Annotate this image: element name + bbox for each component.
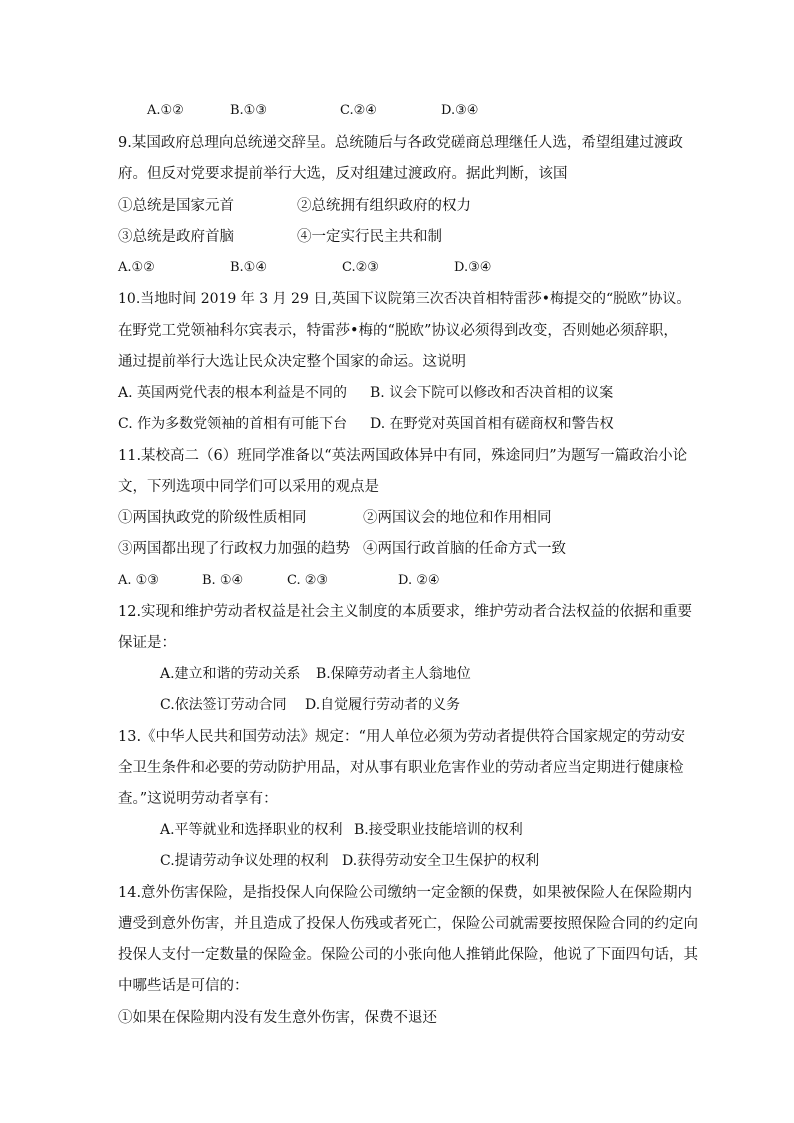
q14-item-1: ①如果在保险期内没有发生意外伤害，保费不退还: [118, 1010, 437, 1026]
q9-item-1: ①总统是国家元首: [118, 198, 234, 214]
q11-item-3: ③两国都出现了行政权力加强的趋势: [118, 541, 350, 557]
q11-stem-line-2: 文，下列选项中同学们可以采用的观点是: [118, 479, 379, 495]
q11-item-1: ①两国执政党的阶级性质相同: [118, 510, 307, 526]
q12-option-b: B.保障劳动者主人翁地位: [316, 666, 471, 682]
q8-option-b: B.①③: [230, 103, 267, 118]
q10-stem-line-1: 10.当地时间 2019 年 3 月 29 日,英国下议院第三次否决首相特雷莎•梅提交的“脱欧”协议。: [118, 291, 691, 307]
q10-option-b: B. 议会下院可以修改和否决首相的议案: [370, 385, 614, 401]
q12-option-c: C.依法签订劳动合同: [160, 697, 287, 713]
q11-option-a: A. ①③: [118, 573, 159, 588]
q10-option-c: C. 作为多数党领袖的首相有可能下台: [118, 416, 348, 432]
q13-stem-line-3: 查。”这说明劳动者享有：: [118, 791, 278, 807]
q9-option-d: D.③④: [454, 260, 492, 275]
q11-option-d: D. ②④: [398, 573, 440, 588]
q9-option-c: C.②③: [342, 260, 379, 275]
q14-stem-line-4: 中哪些话是可信的：: [118, 978, 249, 994]
q11-item-2: ②两国议会的地位和作用相同: [363, 510, 552, 526]
q9-item-3: ③总统是政府首脑: [118, 229, 234, 245]
q11-item-4: ④两国行政首脑的任命方式一致: [363, 541, 566, 557]
q8-option-a: A.①②: [147, 103, 184, 118]
q14-stem-line-1: 14.意外伤害保险，是指投保人向保险公司缴纳一定金额的保费，如果被保险人在保险期内: [118, 885, 693, 901]
q11-option-b: B. ①④: [202, 573, 244, 588]
q13-stem-line-1: 13.《中华人民共和国劳动法》规定：“用人单位必须为劳动者提供符合国家规定的劳动安: [118, 729, 685, 745]
q13-option-d: D.获得劳动安全卫生保护的权利: [342, 853, 540, 869]
q8-option-d: D.③④: [441, 103, 479, 118]
q12-option-d: D.自觉履行劳动者的义务: [305, 697, 461, 713]
q9-item-4: ④一定实行民主共和制: [297, 229, 442, 245]
q13-option-c: C.提请劳动争议处理的权利: [160, 853, 329, 869]
q9-item-2: ②总统拥有组织政府的权力: [297, 198, 471, 214]
q9-stem-line-1: 9.某国政府总理向总统递交辞呈。总统随后与各政党磋商总理继任人选，希望组建过渡政: [118, 135, 683, 151]
q8-option-c: C.②④: [340, 103, 377, 118]
q13-stem-line-2: 全卫生条件和必要的劳动防护用品，对从事有职业危害作业的劳动者应当定期进行健康检: [118, 760, 684, 776]
q14-stem-line-3: 投保人支付一定数量的保险金。保险公司的小张向他人推销此保险，他说了下面四句话，其: [118, 947, 698, 963]
q12-option-a: A.建立和谐的劳动关系: [160, 666, 301, 682]
q10-option-d: D. 在野党对英国首相有磋商权和警告权: [370, 416, 614, 432]
q9-option-a: A.①②: [118, 260, 155, 275]
q13-option-a: A.平等就业和选择职业的权利: [160, 822, 343, 838]
q12-stem-line-1: 12.实现和维护劳动者权益是社会主义制度的本质要求，维护劳动者合法权益的依据和重要: [118, 604, 693, 620]
q11-option-c: C. ②③: [287, 573, 329, 588]
q9-option-b: B.①④: [230, 260, 267, 275]
q12-stem-line-2: 保证是：: [118, 635, 176, 651]
q10-stem-line-3: 通过提前举行大选让民众决定整个国家的命运。这说明: [118, 354, 466, 370]
q10-stem-line-2: 在野党工党领袖科尔宾表示，特雷莎•梅的“脱欧”协议必须得到改变，否则她必须辞职，: [118, 323, 678, 339]
q14-stem-line-2: 遭受到意外伤害，并且造成了投保人伤残或者死亡，保险公司就需要按照保险合同的约定向: [118, 916, 698, 932]
q10-option-a: A. 英国两党代表的根本利益是不同的: [118, 385, 348, 401]
q9-stem-line-2: 府。但反对党要求提前举行大选，反对组建过渡政府。据此判断，该国: [118, 166, 568, 182]
q11-stem-line-1: 11.某校高二（6）班同学准备以“英法两国政体异中有同，殊途同归”为题写一篇政治小论: [118, 448, 688, 464]
q13-option-b: B.接受职业技能培训的权利: [354, 822, 523, 838]
